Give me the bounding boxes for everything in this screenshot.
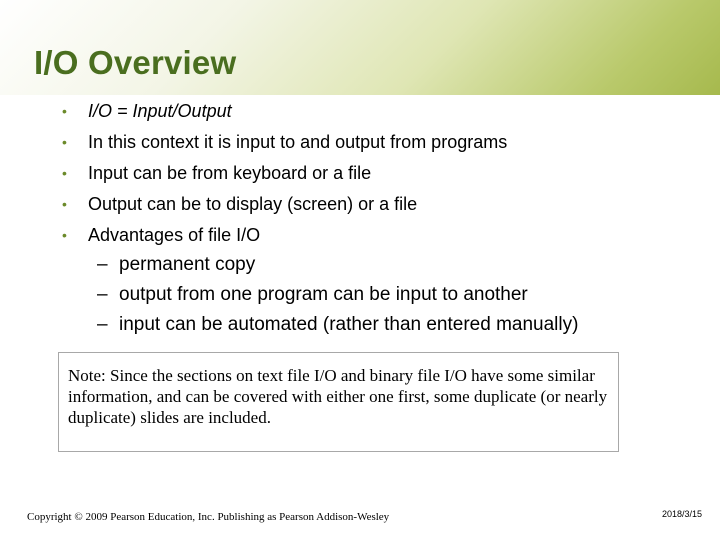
sub-bullet-text: output from one program can be input to another xyxy=(119,284,528,305)
bullet-text: Output can be to display (screen) or a file xyxy=(88,194,418,214)
bullet-icon: • xyxy=(62,103,67,119)
bullet-text: In this context it is input to and output from programs xyxy=(88,132,508,152)
sub-bullet-text: input can be automated (rather than entered manually) xyxy=(119,314,579,335)
slide-date: 2018/3/15 xyxy=(662,509,703,519)
slide-title: I/O Overview xyxy=(34,44,237,81)
bullet-text: Input can be from keyboard or a file xyxy=(88,163,372,183)
bullet-icon: • xyxy=(62,227,67,243)
bullet-text: I/O = Input/Output xyxy=(88,101,232,121)
bullet-text: Advantages of file I/O xyxy=(88,225,261,245)
note-box: Note: Since the sections on text file I/O and binary file I/O have some similar information, and can be covered with either one first, some duplicate (or nearly duplicate) slides are included. xyxy=(58,352,619,452)
dash-icon: – xyxy=(97,284,108,305)
bullet-icon: • xyxy=(62,134,67,150)
bullet-icon: • xyxy=(62,196,67,212)
dash-icon: – xyxy=(97,314,108,335)
sub-bullet-text: permanent copy xyxy=(119,254,256,275)
dash-icon: – xyxy=(97,254,108,275)
bullet-icon: • xyxy=(62,165,67,181)
copyright-footer: Copyright © 2009 Pearson Education, Inc. Publishing as Pearson Addison-Wesley xyxy=(27,511,390,523)
